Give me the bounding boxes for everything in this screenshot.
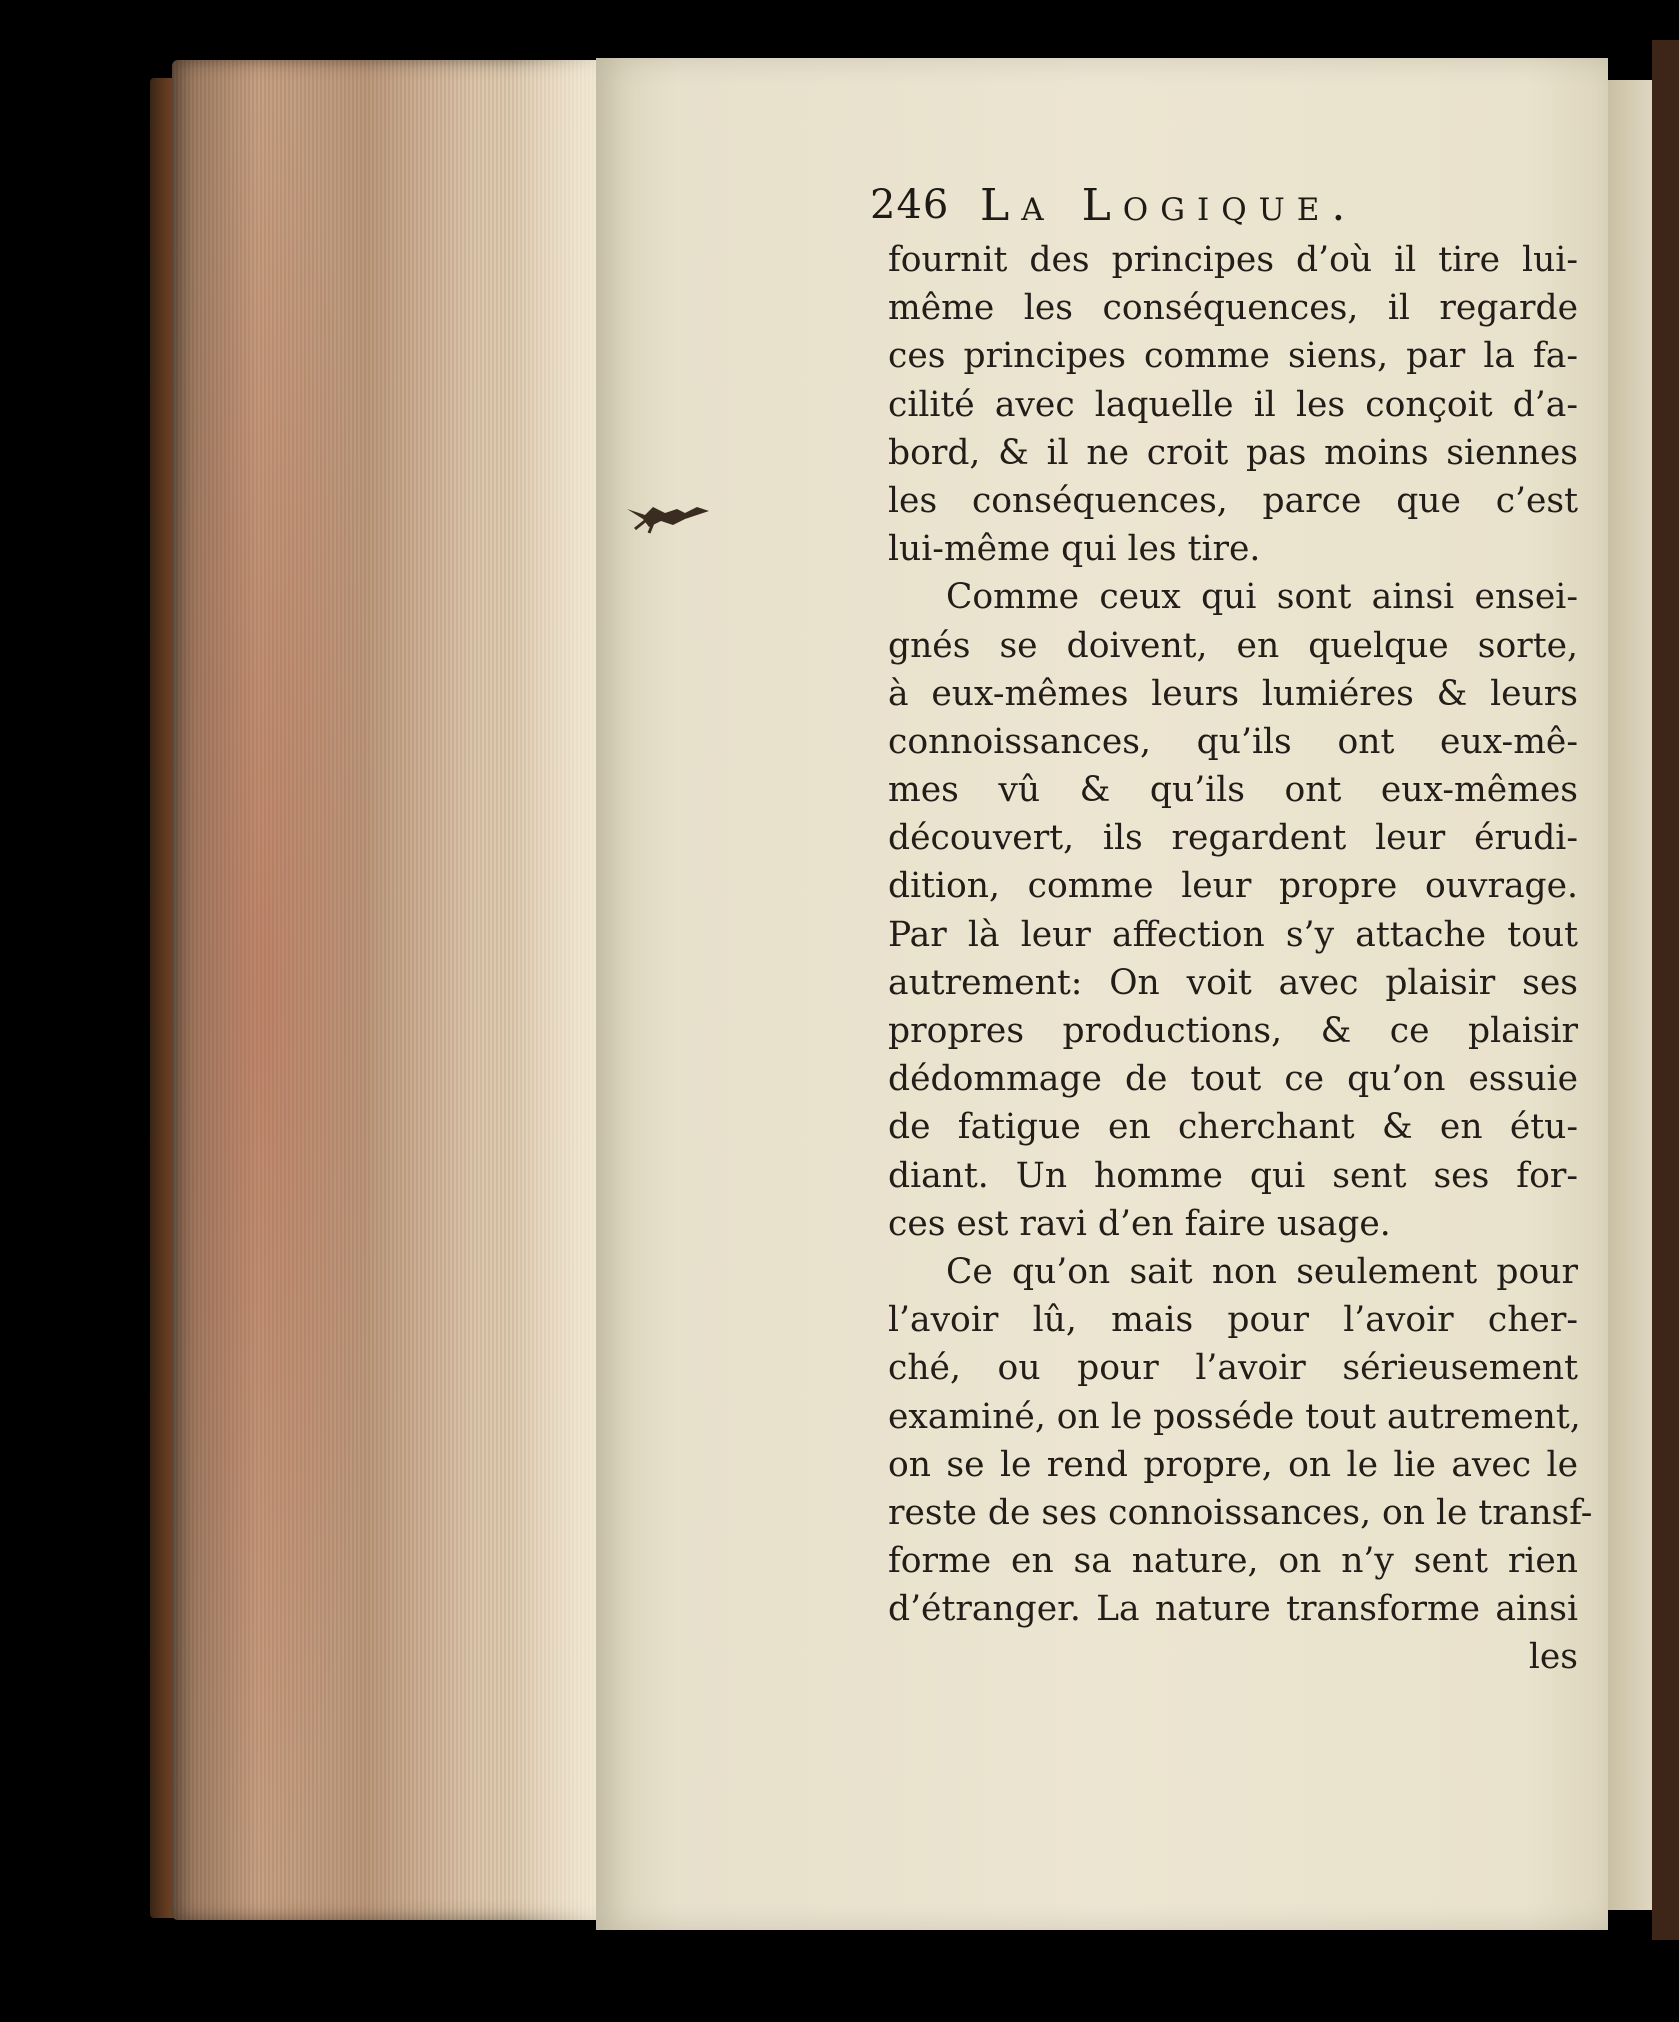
text-line: Par là leur affection s’y attache tout <box>888 914 1578 955</box>
page-header <box>870 180 1590 240</box>
text-line: autrement: On voit avec plaisir ses <box>888 962 1578 1003</box>
text-line: connoissances, qu’ils ont eux-mê- <box>888 721 1578 762</box>
page-fore-edge <box>172 60 602 1920</box>
text-line: découvert, ils regardent leur érudi- <box>888 818 1578 859</box>
book-cover-right <box>1652 40 1679 1940</box>
page-number: 246 <box>870 182 950 228</box>
text-line: propres productions, & ce plaisir <box>888 1011 1578 1051</box>
catchword: les <box>1528 1637 1578 1678</box>
next-page-sliver <box>1608 80 1658 1910</box>
text-line: reste de ses connoissances, on le transf- <box>888 1492 1593 1533</box>
text-line: forme en sa nature, on n’y sent rien <box>888 1541 1578 1582</box>
text-line: diant. Un homme qui sent ses for- <box>888 1155 1578 1196</box>
text-line: on se le rend propre, on le lie avec le <box>888 1444 1578 1485</box>
text-line: cilité avec laquelle il les conçoit d’a- <box>888 384 1578 425</box>
text-line-paragraph-end: lui-même qui les tire. <box>888 529 1261 570</box>
text-line: gnés se doivent, en quelque sorte, <box>888 625 1578 666</box>
text-line-paragraph-start: Comme ceux qui sont ainsi ensei- <box>946 577 1578 618</box>
text-line: même les conséquences, il regarde <box>888 288 1578 329</box>
text-line: l’avoir lû, mais pour l’avoir cher- <box>888 1300 1578 1341</box>
running-title: La Logique. <box>980 180 1358 231</box>
text-line: bord, & il ne croit pas moins siennes <box>888 432 1578 473</box>
text-line: ces principes comme siens, par la fa- <box>888 336 1578 377</box>
fore-edge-stain <box>182 90 382 1890</box>
text-line: les conséquences, parce que c’est <box>888 480 1578 521</box>
text-line-paragraph-start: Ce qu’on sait non seulement pour <box>946 1251 1578 1292</box>
text-line: examiné, on le posséde tout autrement, <box>888 1396 1581 1437</box>
text-line: mes vû & qu’ils ont eux-mêmes <box>888 770 1578 811</box>
text-line: à eux-mêmes leurs lumiéres & leurs <box>888 673 1578 714</box>
text-line: fournit des principes d’où il tire lui- <box>888 240 1578 280</box>
text-line: de fatigue en cherchant & en étu- <box>888 1107 1578 1148</box>
insect-mark-icon <box>625 495 715 535</box>
text-line: dédommage de tout ce qu’on essuie <box>888 1059 1578 1100</box>
fore-edge-highlight <box>512 60 602 1920</box>
text-line: ché, ou pour l’avoir sérieusement <box>888 1348 1578 1389</box>
text-line: dition, comme leur propre ouvrage. <box>888 866 1578 907</box>
text-line-paragraph-end: ces est ravi d’en faire usage. <box>888 1203 1391 1244</box>
text-line: d’étranger. La nature transforme ainsi <box>888 1589 1578 1630</box>
page-body-text <box>888 236 1593 1682</box>
